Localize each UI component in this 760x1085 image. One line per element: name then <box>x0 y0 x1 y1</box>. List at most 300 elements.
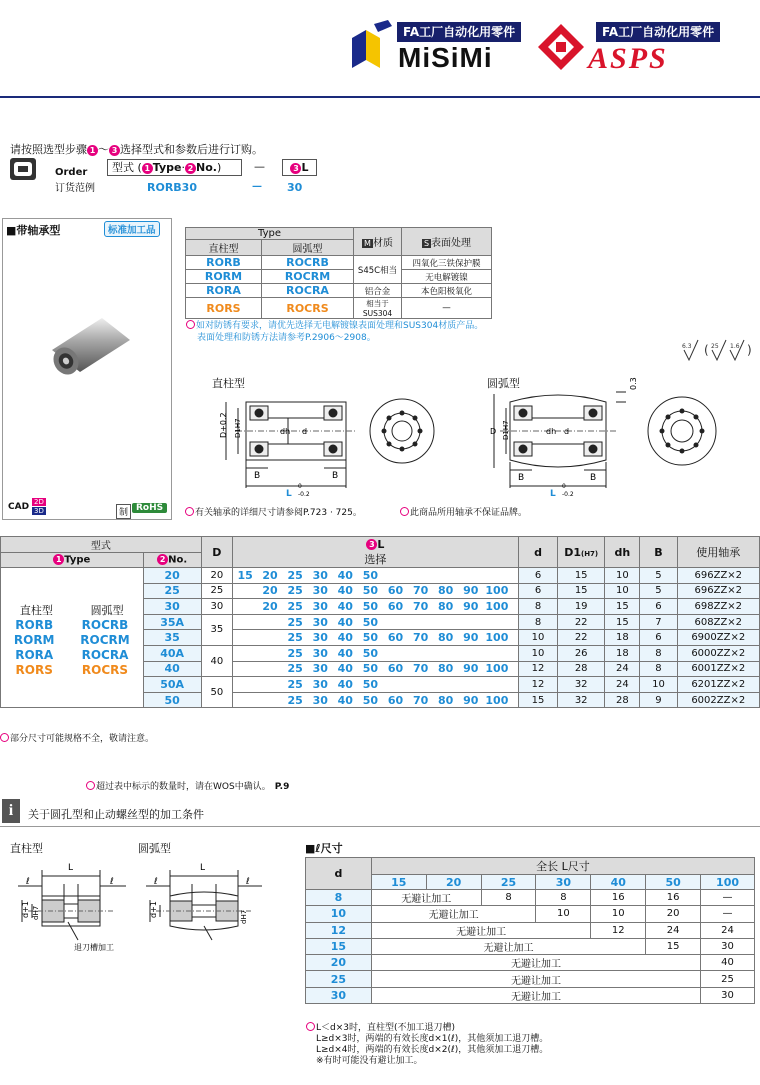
row-L-option[interactable]: 30 <box>308 661 333 677</box>
ell-cell: 无避让加工 <box>371 955 700 971</box>
rough-16: 1.6 <box>730 343 740 350</box>
row-bearing: 696ZZ×2 <box>677 568 759 584</box>
h-D1 <box>558 537 605 568</box>
ell-col-header: 15 <box>371 875 426 890</box>
l-dim-label: L <box>286 489 292 498</box>
row-D: 30 <box>201 599 232 615</box>
row-L-option[interactable]: 100 <box>483 692 510 708</box>
ma-ell-right: ℓ <box>246 877 250 887</box>
spec-row-b: ROCRM <box>261 270 353 284</box>
row-no: 35A <box>143 614 201 630</box>
rough-63: 6.3 <box>682 343 692 350</box>
d1-label: D1H7 <box>234 418 242 438</box>
h-D1-text: D1 <box>564 545 581 559</box>
l-tol-upper: 0 <box>298 483 302 490</box>
row-bearing: 698ZZ×2 <box>677 599 759 615</box>
row-L-option[interactable]: 70 <box>408 692 433 708</box>
ell-row-d: 12 <box>306 922 372 938</box>
rough-25: 25 <box>711 343 719 350</box>
ell-col-header: 50 <box>646 875 701 890</box>
cad-text: CAD <box>8 502 30 512</box>
row-D: 40 <box>201 645 232 676</box>
row-D1: 32 <box>558 677 605 693</box>
row-L-option[interactable]: 30 <box>308 614 333 630</box>
note-icon <box>86 781 95 790</box>
m-ell-left: ℓ <box>26 877 30 887</box>
row-L-option <box>510 692 518 708</box>
row-bearing: 6201ZZ×2 <box>677 677 759 693</box>
row-L-option[interactable]: 80 <box>433 661 458 677</box>
row-L-option[interactable]: 30 <box>308 692 333 708</box>
row-L-option <box>510 583 518 599</box>
row-L-option[interactable]: 40 <box>333 568 358 584</box>
step-1-badge: 1 <box>53 554 64 565</box>
ell-cell: 20 <box>646 906 701 922</box>
ell-col-header: 40 <box>591 875 646 890</box>
ell-row <box>306 922 755 938</box>
zhi-badge: 制 <box>116 504 131 519</box>
spec-row-surface: 四氧化三铁保护膜 <box>402 256 492 270</box>
ell-cell: 8 <box>481 890 536 906</box>
row-L-option[interactable]: 50 <box>358 661 383 677</box>
ell-row-d: 8 <box>306 890 372 906</box>
row-L-option[interactable]: 60 <box>383 599 408 615</box>
row-no: 30 <box>143 599 201 615</box>
row-L-option[interactable]: 40 <box>333 614 358 630</box>
row-L-option[interactable]: 40 <box>333 583 358 599</box>
row-L-option <box>257 630 282 646</box>
ell-note-2: L≥d×3时，两端的有效长度d×1(ℓ)，其他须加工退刀槽。 <box>316 1034 549 1044</box>
row-no: 50 <box>143 692 201 708</box>
row-L-option <box>408 568 433 584</box>
row-d: 8 <box>518 614 557 630</box>
h-type-text: Type <box>64 554 91 566</box>
surface-text: 表面处理 <box>431 238 472 249</box>
arc-d-label: D <box>490 427 497 436</box>
machining-underline <box>0 826 760 827</box>
dot: · <box>181 161 185 174</box>
drawing-note-left <box>185 505 362 518</box>
ma-ell-left: ℓ <box>154 877 158 887</box>
arc-l-label: L <box>550 489 556 498</box>
note-icon <box>400 507 409 516</box>
spec-surface-header <box>402 228 492 256</box>
row-L-option[interactable]: 25 <box>283 692 308 708</box>
arc-drawing-label: 圆弧型 <box>487 377 520 390</box>
row-L-option <box>232 630 257 646</box>
row-L-option[interactable]: 40 <box>333 645 358 661</box>
ell-col-header: 20 <box>426 875 481 890</box>
arc-r-label: 0.3 <box>629 377 638 390</box>
type-code: ROCRB <box>81 617 129 632</box>
row-dh: 10 <box>605 568 640 584</box>
note-text: 部分尺寸可能规格不全，敬请注意。 <box>10 734 155 744</box>
ell-h-total: 全长 L尺寸 <box>371 858 754 875</box>
row-L-option[interactable]: 100 <box>483 599 510 615</box>
qty-note <box>86 779 289 792</box>
row-no: 20 <box>143 568 201 584</box>
spec-row-surface: 无电解镀镍 <box>402 270 492 284</box>
row-L-option[interactable]: 20 <box>257 583 282 599</box>
row-L-option[interactable]: 30 <box>308 599 333 615</box>
row-no: 40 <box>143 661 201 677</box>
row-L-option <box>408 614 433 630</box>
d-tol-label: D+0.2 <box>219 412 228 438</box>
row-B: 8 <box>640 645 677 661</box>
row-B: 7 <box>640 614 677 630</box>
row-B: 8 <box>640 661 677 677</box>
misumi-logo-icon <box>352 20 392 68</box>
row-L-option <box>232 599 257 615</box>
note-ref[interactable]: P.723 · 725。 <box>303 508 362 518</box>
row-L-option[interactable]: 40 <box>333 630 358 646</box>
order-dash: — <box>254 160 265 173</box>
row-L-option[interactable]: 25 <box>283 583 308 599</box>
ell-row-d: 10 <box>306 906 372 922</box>
m-l-label: L <box>68 863 74 873</box>
row-L-option <box>257 692 282 708</box>
row-no: 25 <box>143 583 201 599</box>
type-straight: 直柱型 <box>19 603 53 617</box>
row-L-option[interactable]: 40 <box>333 677 358 693</box>
type-codes-cell <box>1 568 144 708</box>
row-L-option[interactable]: 25 <box>283 645 308 661</box>
step-3-badge: 3 <box>109 145 120 156</box>
ell-cell: 16 <box>591 890 646 906</box>
row-L-option[interactable]: 40 <box>333 692 358 708</box>
spec-row-material: 相当于SUS304 <box>354 298 402 319</box>
instruction-text: 请按照选型步骤 <box>10 143 87 156</box>
m-d-plus: d+1 <box>21 901 30 918</box>
spec-arc: 圆弧型 <box>261 240 353 256</box>
spec-row-a: RORB <box>186 256 262 270</box>
row-bearing: 6001ZZ×2 <box>677 661 759 677</box>
row-L-option[interactable]: 60 <box>383 583 408 599</box>
row-d: 10 <box>518 645 557 661</box>
no-word: No. <box>196 161 217 174</box>
main-table-row <box>1 568 760 584</box>
row-bearing: 6000ZZ×2 <box>677 645 759 661</box>
asps-badge: FA工厂自动化用零件 <box>596 22 720 42</box>
row-dh: 24 <box>605 677 640 693</box>
arc-drawing <box>486 370 756 498</box>
type-code: ROCRM <box>80 632 130 647</box>
m-d-h7: dH7 <box>32 905 40 920</box>
type-code: RORM <box>13 632 55 647</box>
row-L-option[interactable]: 70 <box>408 630 433 646</box>
note-text: L＜d×3时，直柱型(不加工退刀槽) <box>316 1023 456 1033</box>
product-title: ■带轴承型 <box>6 224 61 237</box>
ell-cell: 30 <box>701 987 755 1003</box>
ell-col-header: 30 <box>536 875 591 890</box>
h-L-text: L <box>377 537 385 551</box>
info-icon: i <box>2 799 20 823</box>
row-L-option[interactable]: 30 <box>308 568 333 584</box>
row-L-option[interactable]: 50 <box>358 677 383 693</box>
row-L-option[interactable]: 25 <box>283 614 308 630</box>
arc-d-small-label: d <box>564 427 570 436</box>
main-table-note <box>0 731 154 744</box>
machining-arc-drawing <box>140 856 268 956</box>
ell-cell: 25 <box>701 971 755 987</box>
example-l: 30 <box>287 181 303 194</box>
row-L-option <box>383 677 408 693</box>
row-L-option[interactable]: 30 <box>308 630 333 646</box>
ell-row-d: 25 <box>306 971 372 987</box>
row-B: 5 <box>640 568 677 584</box>
cad-3d-badge[interactable]: 3D <box>34 507 44 515</box>
row-L-option <box>433 568 458 584</box>
ell-title: ■ℓ尺寸 <box>305 842 343 855</box>
row-L-option <box>458 568 483 584</box>
straight-drawing <box>206 388 441 498</box>
row-bearing: 6002ZZ×2 <box>677 692 759 708</box>
ell-row <box>306 987 755 1003</box>
row-L-option <box>232 583 257 599</box>
row-L-option[interactable]: 60 <box>383 630 408 646</box>
ell-notes <box>306 1022 548 1067</box>
row-L-option[interactable]: 25 <box>283 568 308 584</box>
row-L-option[interactable]: 25 <box>283 677 308 693</box>
spec-row-surface: — <box>402 298 492 319</box>
spec-row-a: RORS <box>186 298 262 319</box>
row-L-option[interactable]: 90 <box>458 599 483 615</box>
ma-l-label: L <box>200 863 206 873</box>
row-L-option[interactable]: 90 <box>458 661 483 677</box>
type-arc: 圆弧型 <box>90 603 124 617</box>
note-ref[interactable]: P.2906～2908。 <box>305 333 376 343</box>
row-L-option <box>510 677 518 693</box>
row-d: 10 <box>518 630 557 646</box>
type-code: ROCRS <box>81 662 129 677</box>
row-no: 40A <box>143 645 201 661</box>
row-L-option <box>232 645 257 661</box>
row-L-option <box>257 677 282 693</box>
row-L-option[interactable]: 90 <box>458 692 483 708</box>
ell-row <box>306 955 755 971</box>
misumi-badge: FA工厂自动化用零件 <box>397 22 521 42</box>
row-L-option[interactable]: 30 <box>308 645 333 661</box>
ell-row <box>306 890 755 906</box>
ell-row <box>306 938 755 954</box>
type-word: Type <box>152 161 182 174</box>
note-text: 表面处理和防锈方法请参考 <box>197 333 306 343</box>
svg-text:(: ( <box>704 343 709 357</box>
row-L-option[interactable]: 30 <box>308 583 333 599</box>
arc-l-tol-upper: 0 <box>562 483 566 490</box>
row-L-option[interactable]: 50 <box>358 599 383 615</box>
row-D: 20 <box>201 568 232 584</box>
machining-straight-label: 直柱型 <box>10 842 43 855</box>
ell-cell: — <box>701 890 755 906</box>
row-L-option[interactable]: 50 <box>358 583 383 599</box>
row-bearing: 608ZZ×2 <box>677 614 759 630</box>
header-divider <box>0 96 760 98</box>
row-L-option[interactable]: 80 <box>433 692 458 708</box>
row-L-option[interactable]: 40 <box>333 661 358 677</box>
row-L-option <box>383 645 408 661</box>
ell-cell: 40 <box>701 955 755 971</box>
row-L-option <box>510 614 518 630</box>
row-L-option <box>433 645 458 661</box>
ell-note-1 <box>306 1022 548 1034</box>
cad-2d-badge[interactable]: 2D <box>34 498 44 506</box>
ell-row-d: 30 <box>306 987 372 1003</box>
example-dash: — <box>252 181 262 192</box>
row-L-option[interactable]: 50 <box>358 692 383 708</box>
row-L-option <box>433 614 458 630</box>
spec-type-header: Type <box>186 228 354 240</box>
arc-b-left: B <box>518 473 525 483</box>
row-B: 10 <box>640 677 677 693</box>
ell-cell: 8 <box>536 890 591 906</box>
machining-title: 关于圆孔型和止动螺丝型的加工条件 <box>28 808 204 821</box>
step-2-badge: 2 <box>157 554 168 565</box>
row-D1: 15 <box>558 583 605 599</box>
tilde: ～ <box>98 143 109 156</box>
row-L-option <box>257 614 282 630</box>
row-L-option[interactable]: 25 <box>283 661 308 677</box>
row-D: 50 <box>201 677 232 708</box>
example-type: RORB30 <box>147 181 197 194</box>
row-L-option[interactable]: 30 <box>308 677 333 693</box>
row-L-option[interactable]: 90 <box>458 630 483 646</box>
row-L-option <box>257 661 282 677</box>
ell-cell: 无避让加工 <box>371 987 700 1003</box>
machining-straight-drawing <box>8 856 136 956</box>
row-B: 6 <box>640 630 677 646</box>
step-2-badge: 2 <box>185 163 196 174</box>
row-L-option[interactable]: 20 <box>257 568 282 584</box>
h-no-text: No. <box>168 554 188 566</box>
row-L-option[interactable]: 70 <box>408 661 433 677</box>
row-dh: 18 <box>605 630 640 646</box>
row-dh: 10 <box>605 583 640 599</box>
row-L-option[interactable]: 20 <box>257 599 282 615</box>
row-D1: 22 <box>558 630 605 646</box>
row-L-option[interactable]: 60 <box>383 692 408 708</box>
h-L <box>232 537 518 568</box>
note-ref[interactable]: P.9 <box>274 782 290 792</box>
note-icon <box>0 733 9 742</box>
ell-cell: 30 <box>701 938 755 954</box>
note-icon <box>186 320 195 329</box>
ell-row-d: 15 <box>306 938 372 954</box>
row-L-option[interactable]: 80 <box>433 599 458 615</box>
row-L-option[interactable]: 80 <box>433 583 458 599</box>
spec-row-b: ROCRB <box>261 256 353 270</box>
ell-cell: 无避让加工 <box>371 922 591 938</box>
row-L-option[interactable]: 50 <box>358 568 383 584</box>
spec-row-a: RORA <box>186 284 262 298</box>
ell-col-header: 100 <box>701 875 755 890</box>
row-B: 6 <box>640 599 677 615</box>
row-L-option[interactable]: 25 <box>283 630 308 646</box>
row-L-option <box>510 661 518 677</box>
row-L-option[interactable]: 80 <box>433 630 458 646</box>
row-L-option[interactable]: 50 <box>358 614 383 630</box>
row-L-option[interactable]: 70 <box>408 599 433 615</box>
row-L-option[interactable]: 70 <box>408 583 433 599</box>
note-text: 超过表中标示的数量时，请在WOS中确认。 <box>96 782 271 792</box>
l-tol-lower: -0.2 <box>298 491 310 498</box>
ell-cell: — <box>701 906 755 922</box>
paren: ) <box>216 161 222 174</box>
ell-cell: 16 <box>646 890 701 906</box>
row-L-option[interactable]: 100 <box>483 661 510 677</box>
h-B: B <box>640 537 677 568</box>
note-text: 此商品所用轴承不保证品牌。 <box>410 508 528 518</box>
row-dh: 28 <box>605 692 640 708</box>
row-D1: 22 <box>558 614 605 630</box>
ell-col-header: 25 <box>481 875 536 890</box>
h-D1-tol: (H7) <box>581 549 599 558</box>
row-L-option <box>257 645 282 661</box>
ell-cell: 无避让加工 <box>371 890 481 906</box>
row-d: 8 <box>518 599 557 615</box>
row-d: 6 <box>518 568 557 584</box>
spec-material-header <box>354 228 402 256</box>
row-D1: 15 <box>558 568 605 584</box>
row-L-option[interactable]: 40 <box>333 599 358 615</box>
m-groove: 退刀槽加工 <box>74 943 114 952</box>
h-d: d <box>518 537 557 568</box>
ell-cell: 24 <box>646 922 701 938</box>
row-L-option[interactable]: 60 <box>383 661 408 677</box>
machining-arc-label: 圆弧型 <box>138 842 171 855</box>
asps-logo-icon <box>536 22 586 72</box>
row-L-option[interactable]: 100 <box>483 630 510 646</box>
row-dh: 15 <box>605 614 640 630</box>
row-L-option[interactable]: 90 <box>458 583 483 599</box>
spec-row-surface: 本色阳极氧化 <box>402 284 492 298</box>
row-D1: 26 <box>558 645 605 661</box>
arc-b-right: B <box>590 473 597 483</box>
row-L-option <box>510 568 518 584</box>
ell-cell: 12 <box>591 922 646 938</box>
row-bearing: 696ZZ×2 <box>677 583 759 599</box>
row-L-option[interactable]: 50 <box>358 630 383 646</box>
ell-cell: 无避让加工 <box>371 971 700 987</box>
row-L-option <box>232 661 257 677</box>
h-model: 型式 <box>1 537 202 553</box>
type-code: ROCRA <box>81 647 129 662</box>
row-L-option <box>232 692 257 708</box>
ell-cell: 10 <box>591 906 646 922</box>
row-L-option <box>232 677 257 693</box>
row-B: 5 <box>640 583 677 599</box>
row-D1: 28 <box>558 661 605 677</box>
h-type <box>1 553 144 568</box>
row-no: 50A <box>143 677 201 693</box>
row-L-option[interactable]: 25 <box>283 599 308 615</box>
phone-icon <box>10 158 36 180</box>
ell-row <box>306 971 755 987</box>
straight-drawing-label: 直柱型 <box>212 377 245 390</box>
svg-text:): ) <box>747 343 752 357</box>
step-3-badge: 3 <box>366 539 377 550</box>
row-L-option[interactable]: 15 <box>232 568 257 584</box>
row-dh: 15 <box>605 599 640 615</box>
type-label: 型式 ( <box>112 161 142 174</box>
row-L-option[interactable]: 100 <box>483 583 510 599</box>
order-instruction <box>10 141 263 157</box>
note-text: 如对防锈有要求，请优先选择无电解镀镍表面处理和SUS304材质产品。 <box>196 321 484 331</box>
dh-label: dh <box>280 427 291 436</box>
d-label: d <box>302 427 308 436</box>
row-L-option[interactable]: 50 <box>358 645 383 661</box>
row-L-option <box>483 677 510 693</box>
